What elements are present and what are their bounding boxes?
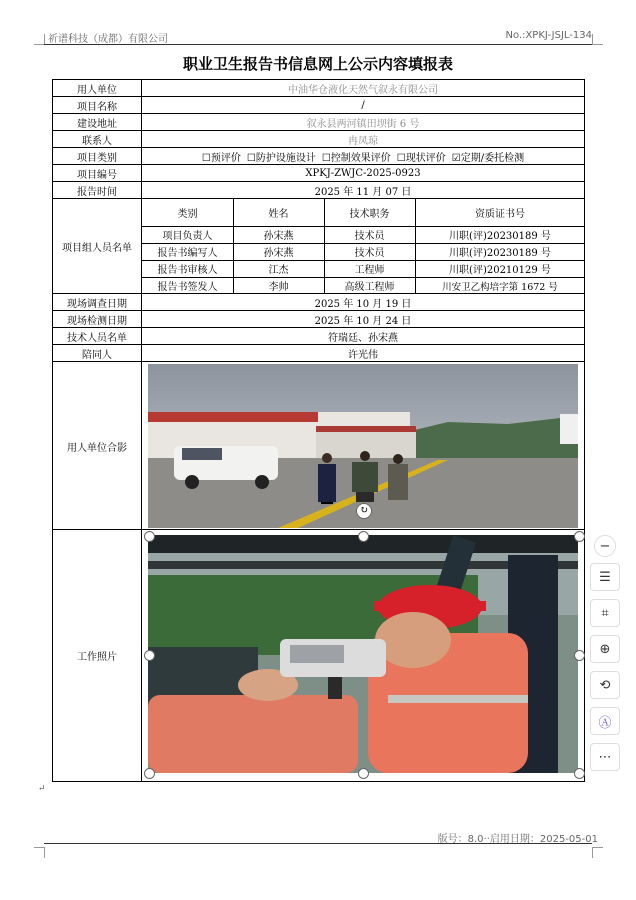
value-tech-staff: 符瑞廷、孙宋燕: [142, 328, 585, 345]
crop-icon[interactable]: ⌗: [590, 599, 620, 627]
team-cell: 报告书签发人: [157, 282, 218, 293]
team-header-title: 技术职务: [349, 209, 390, 220]
label-team: 项目组人员名单: [52, 199, 142, 294]
label-contact: 联系人: [52, 131, 142, 148]
row-category: [52, 147, 585, 165]
label-work-photo: 工作照片: [52, 530, 142, 781]
work-photo[interactable]: [148, 535, 578, 773]
resize-handle-icon[interactable]: [574, 768, 585, 779]
label-test-date: 现场检测日期: [52, 311, 142, 328]
value-report-time: 2025 年 11 月 07 日: [142, 182, 585, 199]
resize-handle-icon[interactable]: [144, 768, 155, 779]
value-project-name: /: [142, 97, 585, 114]
label-address: 建设地址: [52, 114, 142, 131]
team-header-category: 类别: [177, 209, 198, 220]
team-cell: 技术员: [354, 231, 385, 242]
resize-handle-icon[interactable]: [574, 650, 585, 661]
team-cell: 川职(评)20230189 号: [449, 231, 551, 242]
team-cell: 高级工程师: [344, 282, 395, 293]
team-cell: 川职(评)20210129 号: [449, 265, 551, 276]
rotate-handle-icon[interactable]: ↻: [356, 503, 372, 519]
value-address: 叙永县两河镇田坝街 6 号: [142, 114, 585, 131]
value-test-date: 2025 年 10 月 24 日: [142, 311, 585, 328]
team-cell: 孙宋燕: [263, 231, 294, 242]
label-report-time: 报告时间: [52, 182, 142, 199]
team-grid: [142, 199, 585, 294]
ai-icon[interactable]: Ⓐ: [590, 707, 620, 735]
label-group-photo: 用人单位合影: [52, 362, 142, 530]
row-report-time: [52, 181, 585, 199]
category-option-design[interactable]: ☐防护设施设计: [246, 153, 316, 164]
row-team: [52, 198, 585, 294]
team-header-cert: 资质证书号: [475, 209, 525, 220]
row-unit: [52, 79, 585, 97]
row-address: [52, 113, 585, 131]
resize-handle-icon[interactable]: [358, 768, 369, 779]
team-cell: 技术员: [354, 248, 385, 259]
label-tech-staff: 技术人员名单: [52, 328, 142, 345]
label-survey-date: 现场调查日期: [52, 294, 142, 311]
footer-version: 版号：8.0··启用日期：2025-05-01: [437, 834, 598, 845]
team-cell: 川职(评)20230189 号: [449, 248, 551, 259]
page-title: 职业卫生报告书信息网上公示内容填报表: [182, 55, 453, 73]
resize-handle-icon[interactable]: [144, 650, 155, 661]
resize-handle-icon[interactable]: [358, 531, 369, 542]
footer-rule: [44, 843, 592, 844]
category-option-effect[interactable]: ☐控制效果评价: [321, 153, 391, 164]
collapse-icon[interactable]: −: [594, 535, 616, 557]
value-project-no: XPKJ-ZWJC-2025-0923: [142, 165, 585, 182]
category-option-status[interactable]: ☐现状评价: [396, 153, 446, 164]
corner-mark: [592, 34, 603, 45]
corner-mark: [592, 847, 603, 858]
value-survey-date: 2025 年 10 月 19 日: [142, 294, 585, 311]
header-doc-no: No.:XPKJ-JSJL-134: [505, 30, 592, 41]
row-project-name: [52, 96, 585, 114]
value-category: [142, 148, 585, 165]
header-company: 祈谱科技（成都）有限公司: [48, 34, 168, 45]
team-cell: 报告书审核人: [157, 265, 218, 276]
row-escort: [52, 344, 585, 362]
label-escort: 陪同人: [52, 345, 142, 362]
label-project-no: 项目编号: [52, 165, 142, 182]
team-cell: 项目负责人: [162, 231, 213, 242]
corner-mark: [34, 847, 45, 858]
row-tech-staff: [52, 327, 585, 345]
header-rule: [44, 44, 592, 45]
value-escort: 许光伟: [142, 345, 585, 362]
layout-icon[interactable]: ☰: [590, 563, 620, 591]
label-project-name: 项目名称: [52, 97, 142, 114]
label-unit: 用人单位: [52, 80, 142, 97]
team-cell: 工程师: [354, 265, 385, 276]
resize-handle-icon[interactable]: [574, 531, 585, 542]
rotate-icon[interactable]: ⟲: [590, 671, 620, 699]
team-cell: 江杰: [268, 265, 289, 276]
team-cell: 李帅: [268, 282, 289, 293]
team-cell: 川安卫乙构培字第 1672 号: [442, 281, 558, 293]
more-icon[interactable]: ⋯: [590, 743, 620, 771]
team-header-name: 姓名: [268, 209, 289, 220]
row-contact: [52, 130, 585, 148]
paragraph-mark-icon: ↵: [38, 784, 46, 794]
resize-handle-icon[interactable]: [144, 531, 155, 542]
row-test-date: [52, 310, 585, 328]
row-survey-date: [52, 293, 585, 311]
category-option-pre[interactable]: ☐预评价: [201, 153, 241, 164]
zoom-icon[interactable]: ⊕: [590, 635, 620, 663]
row-project-no: [52, 164, 585, 182]
value-contact: 冉凤琼: [142, 131, 585, 148]
category-option-periodic[interactable]: ☑定期/委托检测: [451, 153, 525, 164]
team-cell: 报告书编写人: [157, 248, 218, 259]
value-unit: 中油华仓液化天然气叙永有限公司: [142, 80, 585, 97]
label-category: 项目类别: [52, 148, 142, 165]
team-cell: 孙宋燕: [263, 248, 294, 259]
